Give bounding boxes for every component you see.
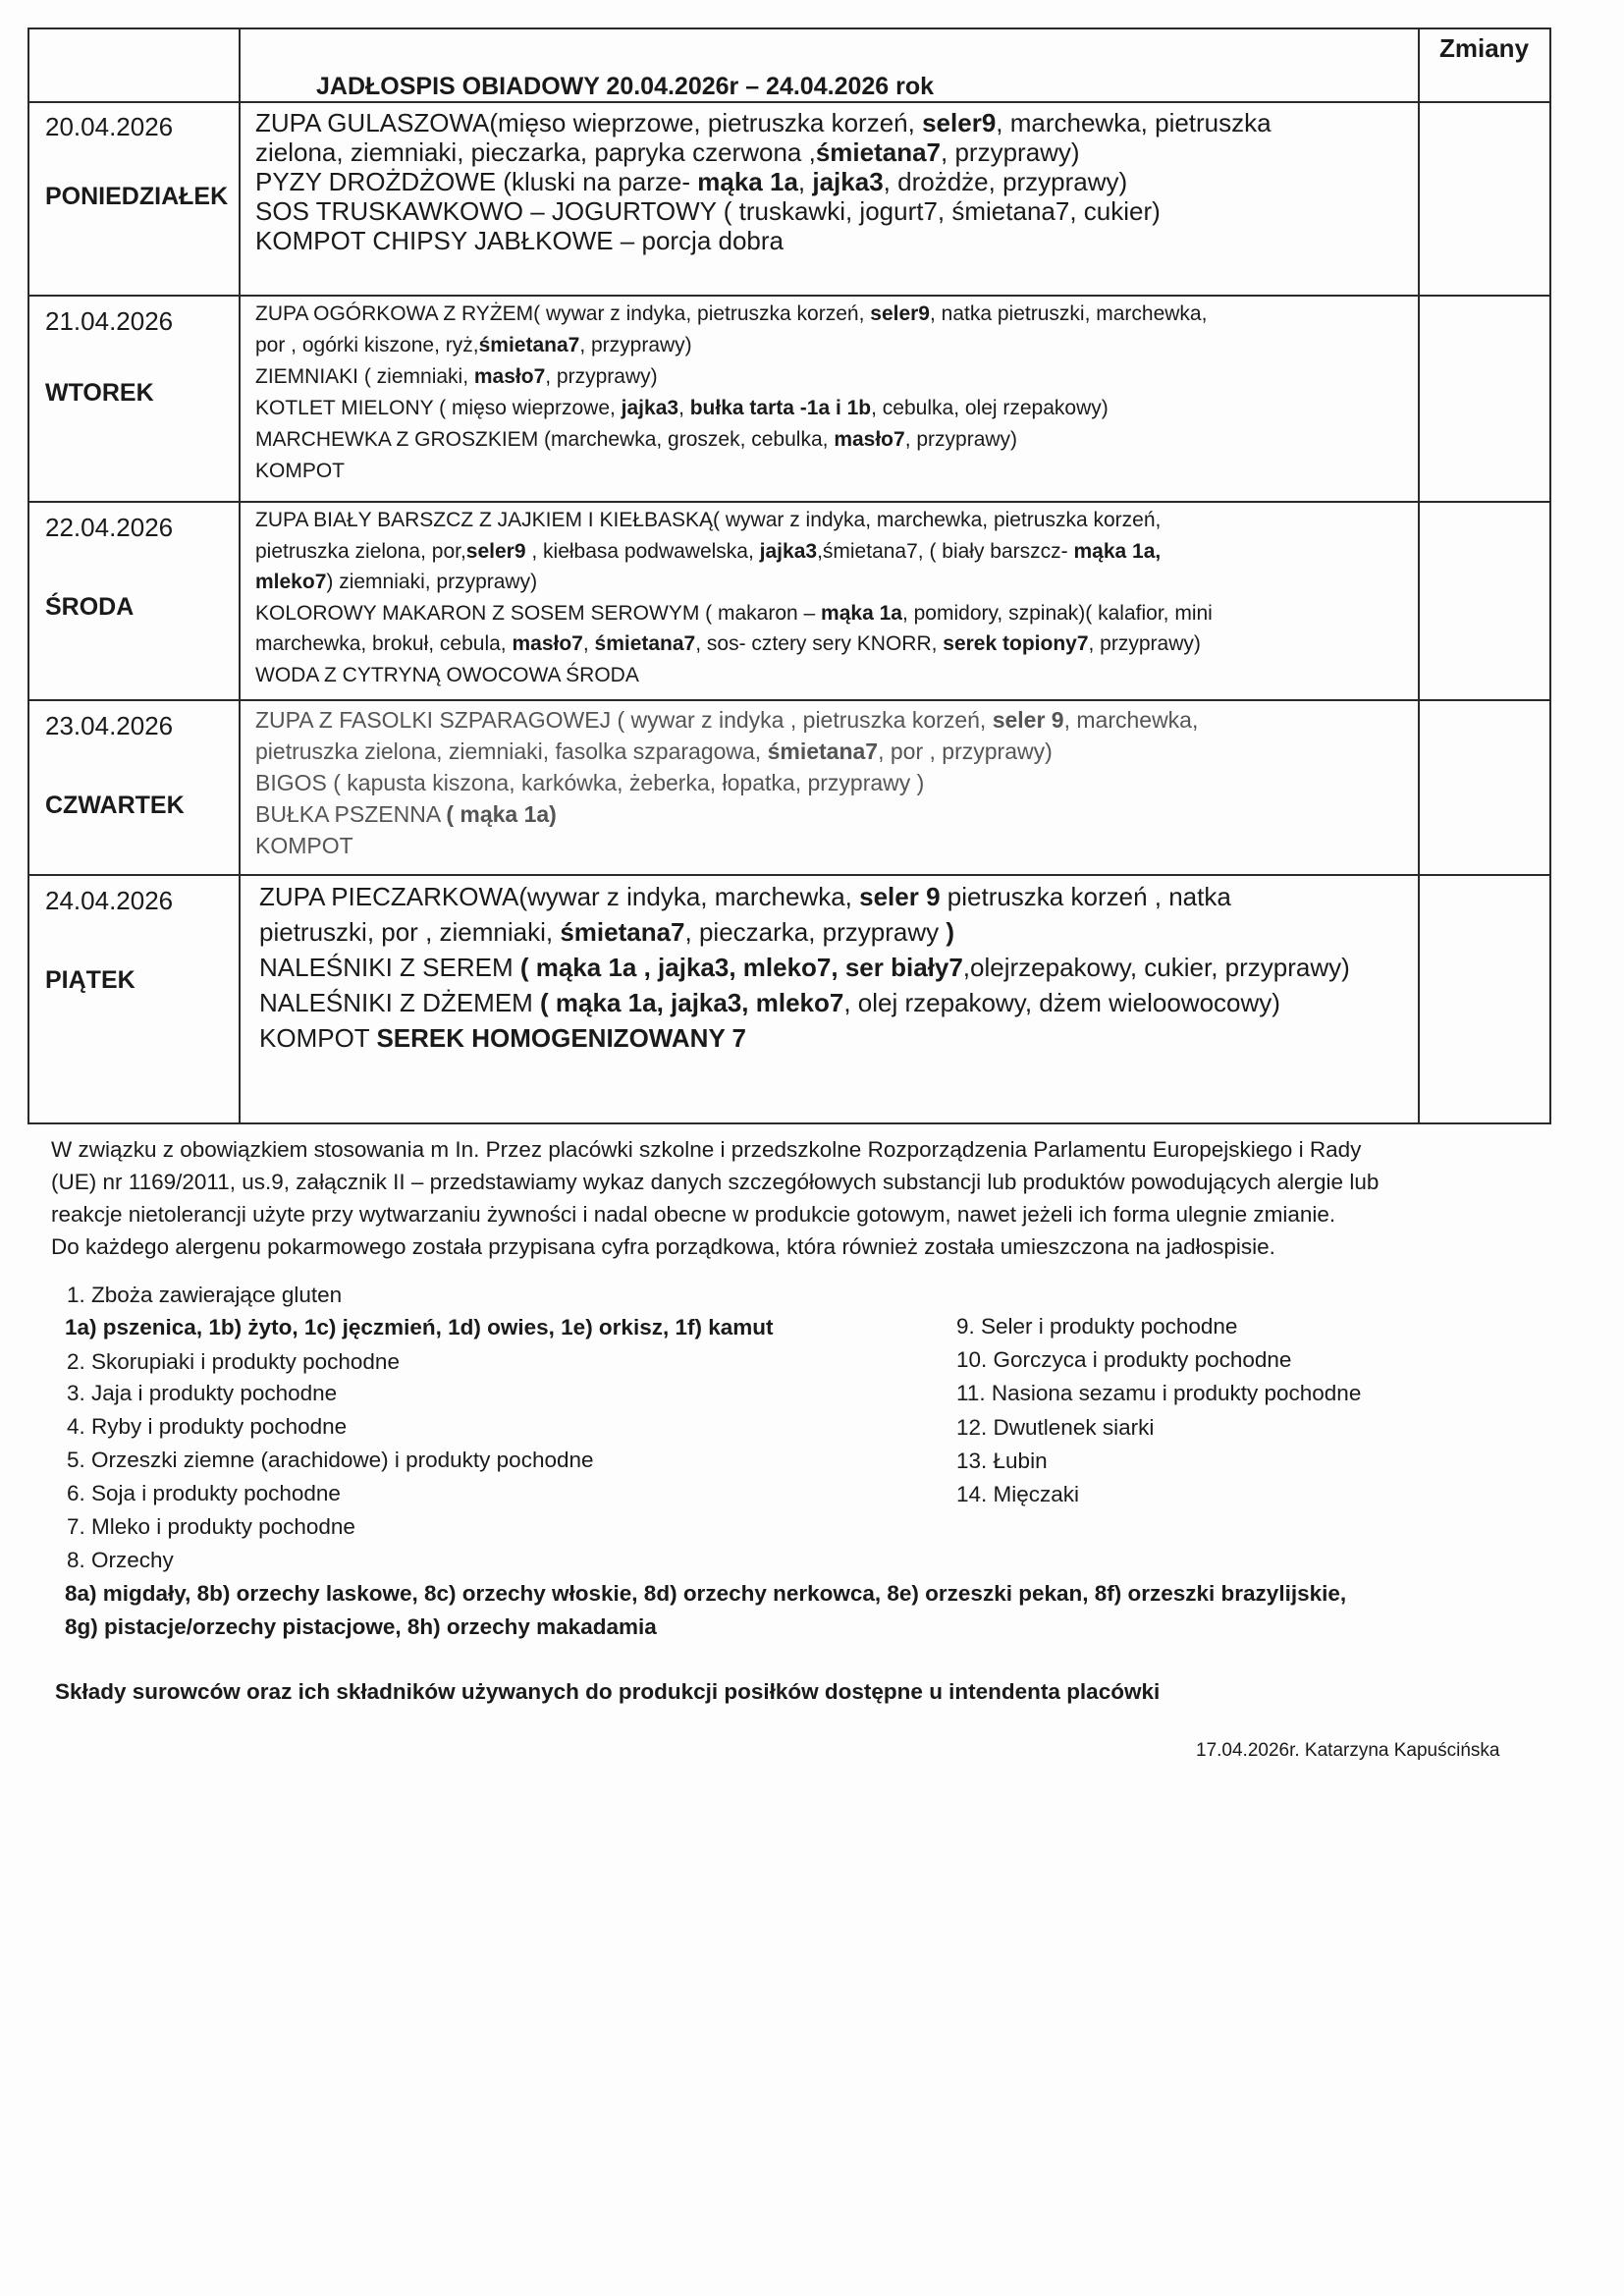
allergen-item: 14. Mięczaki	[956, 1482, 1080, 1506]
text-segment: śmietana7	[560, 917, 685, 947]
menu-line	[259, 882, 1231, 912]
text-segment: jajka3	[759, 539, 818, 563]
menu-line	[255, 707, 1198, 734]
menu-line	[255, 632, 1201, 656]
notice-line: W związku z obowiązkiem stosowania m In. Przez placówki szkolne i przedszkolne Rozporządzenia Parlamentu Europejskiego i Rady	[51, 1137, 1362, 1162]
text-segment: masło7	[512, 632, 583, 655]
text-segment: , pomidory, szpinak)( kalafior, mini	[901, 601, 1213, 625]
menu-line	[259, 917, 954, 948]
text-segment: KOMPOT	[259, 1023, 377, 1053]
text-segment: masło7	[473, 365, 546, 388]
text-segment: pietruszka korzeń , natka	[940, 882, 1231, 911]
text-segment: zielona, ziemniaki, pieczarka, papryka czerwona ,	[255, 137, 816, 167]
text-segment: , drożdże, przyprawy)	[883, 167, 1128, 196]
text-segment: marchewka, brokuł, cebula,	[255, 632, 513, 655]
text-segment: , przyprawy)	[904, 428, 1018, 451]
text-segment: 5. Orzeszki ziemne (arachidowe) i produkty pochodne	[67, 1448, 594, 1472]
menu-line	[255, 137, 1080, 168]
text-segment: mąka 1a	[697, 167, 798, 196]
text-segment: , marchewka, pietruszka	[996, 108, 1272, 137]
signature: 17.04.2026r. Katarzyna Kapuścińska	[1196, 1740, 1500, 1761]
text-segment: ZUPA OGÓRKOWA Z RYŻEM( wywar z indyka, pietruszka korzeń,	[255, 302, 871, 325]
text-segment: , przyprawy)	[1088, 632, 1201, 655]
text-segment: PYZY DROŻDŻOWE (kluski na parze-	[255, 167, 698, 196]
text-segment: , przyprawy)	[545, 365, 658, 388]
allergen-item	[67, 1414, 347, 1440]
allergen-item: 13. Łubin	[956, 1448, 1048, 1473]
text-segment: , por , przyprawy)	[878, 738, 1053, 764]
text-segment: KOMPOT	[255, 460, 346, 482]
text-segment: ( mąka 1a , jajka3, mleko7, ser biały7	[519, 953, 963, 982]
text-segment: NALEŚNIKI Z DŻEMEM	[259, 988, 541, 1017]
text-segment: SOS TRUSKAWKOWO – JOGURTOWY ( truskawki, jogurt7, śmietana7, cukier)	[255, 196, 1161, 226]
text-segment: ZUPA PIECZARKOWA(wywar z indyka, marchewka,	[259, 882, 860, 911]
day-name: ŚRODA	[45, 593, 135, 621]
day-date: 24.04.2026	[45, 886, 174, 915]
day-name: WTOREK	[45, 379, 154, 407]
text-segment: 6. Soja i produkty pochodne	[67, 1481, 341, 1505]
text-segment: 7. Mleko i produkty pochodne	[67, 1514, 355, 1539]
text-segment: NALEŚNIKI Z SEREM	[259, 953, 520, 982]
text-segment: KOMPOT	[255, 833, 353, 858]
menu-title: JADŁOSPIS OBIADOWY 20.04.2026r – 24.04.2026 rok	[316, 73, 935, 100]
text-segment: BIGOS ( kapusta kiszona, karkówka, żeberka, łopatka, przyprawy )	[255, 770, 925, 795]
text-segment: 3. Jaja i produkty pochodne	[67, 1381, 338, 1405]
notice-line: (UE) nr 1169/2011, us.9, załącznik II – przedstawiamy wykaz danych szczegółowych substancji lub produktów powodujących alergie lub	[51, 1170, 1380, 1194]
text-segment: , przyprawy)	[579, 334, 692, 356]
text-segment: ,śmietana7, ( biały barszcz-	[817, 539, 1074, 563]
text-segment: śmietana7	[594, 632, 696, 655]
nuts-line: 8a) migdały, 8b) orzechy laskowe, 8c) orzechy włoskie, 8d) orzechy nerkowca, 8e) orzeszki pekan, 8f) orzeszki brazylijskie,	[65, 1581, 1347, 1606]
menu-line	[255, 108, 1272, 138]
menu-line	[255, 302, 1207, 326]
allergen-item	[67, 1514, 355, 1540]
text-segment: ZUPA BIAŁY BARSZCZ Z JAJKIEM I KIEŁBASKĄ( wywar z indyka, marchewka, pietruszka korzeń,	[255, 509, 1162, 531]
text-segment: jajka3	[812, 167, 884, 196]
allergen-item	[67, 1481, 341, 1506]
text-segment: ( mąka 1a, jajka3, mleko7	[540, 988, 844, 1017]
text-segment: pietruszki, por , ziemniaki,	[259, 917, 561, 947]
text-segment: 1a) pszenica, 1b) żyto, 1c) jęczmień, 1d) owies, 1e) orkisz, 1f) kamut	[65, 1315, 774, 1339]
text-segment: 2. Skorupiaki i produkty pochodne	[67, 1349, 400, 1374]
changes-column-header: Zmiany	[1439, 33, 1530, 63]
text-segment: SEREK HOMOGENIZOWANY 7	[376, 1023, 747, 1053]
allergen-item	[67, 1548, 174, 1573]
menu-line	[255, 428, 1017, 452]
text-segment: , natka pietruszki, marchewka,	[930, 302, 1208, 325]
text-segment: , olej rzepakowy, dżem wieloowocowy)	[843, 988, 1280, 1017]
text-segment: seler9	[465, 539, 526, 563]
text-segment: ( mąka 1a)	[446, 801, 557, 827]
text-segment: śmietana7	[478, 334, 580, 356]
menu-line	[255, 167, 1127, 197]
menu-line	[255, 226, 784, 256]
day-name: PIĄTEK	[45, 966, 135, 994]
allergen-item	[65, 1315, 773, 1340]
text-segment: ,	[797, 167, 813, 196]
day-date: 23.04.2026	[45, 711, 174, 740]
day-date: 22.04.2026	[45, 513, 174, 542]
allergen-item	[67, 1283, 342, 1308]
menu-line	[255, 540, 1161, 564]
text-segment: seler 9	[859, 882, 941, 911]
allergen-item: 10. Gorczyca i produkty pochodne	[956, 1347, 1292, 1373]
text-segment: )	[946, 917, 955, 947]
text-segment: 4. Ryby i produkty pochodne	[67, 1414, 348, 1439]
text-segment: seler 9	[992, 707, 1064, 733]
text-segment: mleko7	[255, 571, 327, 593]
notice-line: reakcje nietolerancji użyte przy wytwarzaniu żywności i nadal obecne w produkcie gotowym, nawet jeżeli ich forma ulegnie zmianie.	[51, 1202, 1336, 1227]
text-segment: , sos- cztery sery KNORR,	[695, 632, 944, 655]
text-segment: KOLOROWY MAKARON Z SOSEM SEROWYM ( makaron –	[255, 601, 822, 625]
text-segment: masło7	[834, 428, 905, 451]
allergen-item	[67, 1349, 400, 1375]
text-segment: , cebulka, olej rzepakowy)	[871, 397, 1109, 419]
menu-line	[255, 571, 537, 594]
text-segment: seler9	[870, 302, 930, 325]
text-segment: śmietana7	[815, 137, 942, 167]
allergen-item: 12. Dwutlenek siarki	[956, 1414, 1155, 1440]
menu-line	[259, 1023, 746, 1054]
menu-line	[255, 397, 1109, 420]
text-segment: mąka 1a,	[1073, 539, 1162, 563]
notice-line: Do każdego alergenu pokarmowego została przypisana cyfra porządkowa, która również została umieszczona na jadłospisie.	[51, 1234, 1275, 1259]
menu-line	[255, 509, 1161, 532]
allergen-item: 11. Nasiona sezamu i produkty pochodne	[956, 1381, 1362, 1406]
menu-line	[255, 334, 692, 357]
menu-line	[259, 953, 1350, 983]
text-segment: ,	[678, 397, 690, 419]
text-segment: , marchewka,	[1063, 707, 1199, 733]
day-name: CZWARTEK	[45, 792, 185, 819]
text-segment: WODA Z CYTRYNĄ OWOCOWA ŚRODA	[255, 663, 639, 686]
menu-line	[255, 664, 639, 687]
menu-line	[255, 770, 924, 796]
text-segment: KOTLET MIELONY ( mięso wieprzowe,	[255, 397, 622, 419]
text-segment: śmietana7	[767, 738, 879, 764]
day-date: 21.04.2026	[45, 306, 174, 336]
text-segment: MARCHEWKA Z GROSZKIEM (marchewka, groszek, cebulka,	[255, 428, 835, 451]
text-segment: mąka 1a	[821, 601, 902, 625]
menu-line	[255, 602, 1213, 626]
text-segment: , kiełbasa podwawelska,	[525, 539, 760, 563]
text-segment: ZUPA Z FASOLKI SZPARAGOWEJ ( wywar z indyka , pietruszka korzeń,	[255, 707, 993, 733]
text-segment: ,olejrzepakowy, cukier, przyprawy)	[962, 953, 1350, 982]
menu-line	[255, 460, 345, 483]
text-segment: BUŁKA PSZENNA	[255, 801, 447, 827]
text-segment: seler9	[922, 108, 997, 137]
nuts-line: 8g) pistacje/orzechy pistacjowe, 8h) orzechy makadamia	[65, 1614, 657, 1639]
text-segment: ZIEMNIAKI ( ziemniaki,	[255, 365, 474, 388]
text-segment: , pieczarka, przyprawy	[684, 917, 947, 947]
allergen-item	[67, 1448, 594, 1473]
text-segment: ZUPA GULASZOWA(mięso wieprzowe, pietruszka korzeń,	[255, 108, 923, 137]
menu-line	[259, 988, 1280, 1018]
menu-line	[255, 833, 353, 859]
text-segment: bułka tarta -1a i 1b	[689, 397, 872, 419]
text-segment: KOMPOT CHIPSY JABŁKOWE – porcja dobra	[255, 226, 785, 255]
text-segment: por , ogórki kiszone, ryż,	[255, 334, 479, 356]
footer-note: Składy surowców oraz ich składników używanych do produkcji posiłków dostępne u intendenta placówki	[55, 1679, 1161, 1704]
menu-line	[255, 196, 1161, 227]
day-date: 20.04.2026	[45, 112, 174, 141]
menu-line	[255, 801, 557, 828]
text-segment: serek topiony7	[943, 632, 1089, 655]
text-segment: ,	[582, 632, 595, 655]
text-segment: jajka3	[621, 397, 679, 419]
text-segment: , przyprawy)	[941, 137, 1080, 167]
text-segment: 8. Orzechy	[67, 1548, 174, 1572]
menu-line	[255, 738, 1053, 765]
allergen-item: 9. Seler i produkty pochodne	[956, 1314, 1238, 1339]
text-segment: ) ziemniaki, przyprawy)	[326, 571, 538, 593]
text-segment: 1. Zboża zawierające gluten	[67, 1283, 343, 1307]
text-segment: pietruszka zielona, ziemniaki, fasolka szparagowa,	[255, 738, 768, 764]
menu-line	[255, 365, 658, 389]
allergen-item	[67, 1381, 337, 1406]
text-segment: pietruszka zielona, por,	[255, 539, 466, 563]
day-name: PONIEDZIAŁEK	[45, 183, 229, 210]
